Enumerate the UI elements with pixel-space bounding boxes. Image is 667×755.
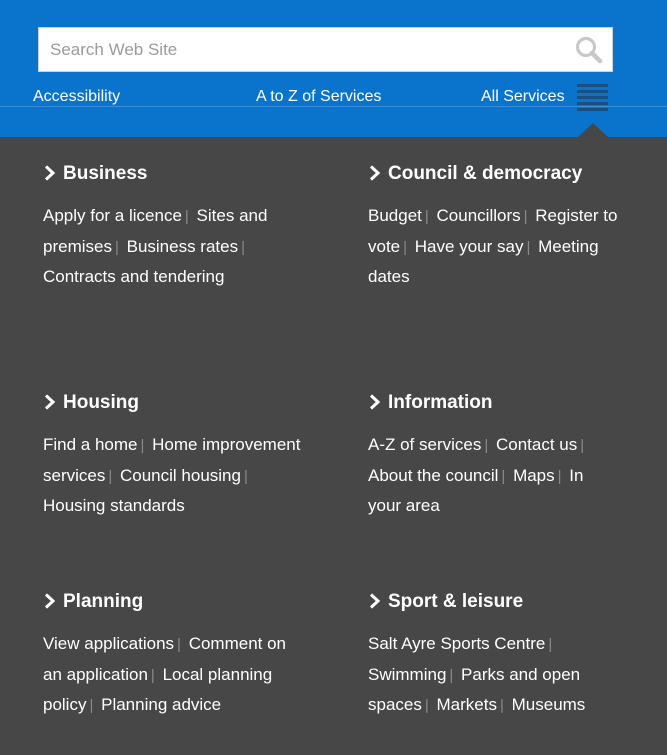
search-box: [38, 27, 613, 72]
search-input[interactable]: [39, 28, 569, 71]
link-contracts-and-tendering[interactable]: Contracts and tendering: [43, 267, 225, 286]
section-sport-leisure: [368, 589, 618, 721]
section-links: View applications | Comment on an application | Local planning policy | Planning advice: [43, 634, 287, 714]
link-in-your-area[interactable]: In your area: [368, 465, 584, 515]
link-find-a-home[interactable]: Find a home: [43, 435, 138, 454]
link-housing-standards[interactable]: Housing standards: [43, 496, 185, 515]
link-business-rates[interactable]: Business rates: [126, 236, 239, 256]
link-register-to-vote[interactable]: Register to vote: [368, 206, 618, 256]
link-sites-and-premises[interactable]: Sites and premises: [43, 206, 268, 256]
link-swimming[interactable]: Swimming: [368, 664, 447, 684]
link-contact-us[interactable]: Contact us: [496, 435, 578, 454]
section-links: Budget | Councillors | Register to vote | Have your say | Meeting dates: [368, 206, 618, 286]
services-menu: [0, 137, 667, 755]
link-parks-and-open-spaces[interactable]: Parks and open spaces: [368, 664, 581, 714]
link-museums[interactable]: Museums: [511, 695, 586, 714]
section-links: Apply for a licence | Sites and premises | Business rates | Contracts and tendering: [43, 206, 268, 286]
section-title[interactable]: Information: [368, 390, 618, 416]
link-view-applications[interactable]: View applications: [43, 634, 175, 653]
section-title[interactable]: Housing: [43, 390, 308, 416]
section-council-democracy: [368, 161, 626, 292]
chevron-right-icon: [368, 394, 382, 410]
section-title[interactable]: Sport & leisure: [368, 589, 618, 615]
link-maps[interactable]: Maps: [513, 465, 555, 485]
link-a-z-of-services[interactable]: A-Z of services: [368, 435, 482, 454]
link-salt-ayre-sports-centre[interactable]: Salt Ayre Sports Centre: [368, 634, 546, 653]
link-apply-for-licence[interactable]: Apply for a licence: [43, 206, 182, 225]
link-markets[interactable]: Markets: [436, 695, 497, 714]
link-have-your-say[interactable]: Have your say: [414, 236, 524, 256]
link-planning-advice[interactable]: Planning advice: [101, 695, 222, 714]
a-to-z-link[interactable]: A to Z of Services: [256, 88, 382, 105]
section-title[interactable]: Business: [43, 161, 308, 187]
chevron-right-icon: [43, 394, 57, 410]
link-comment-on-application[interactable]: Comment on an application: [43, 634, 287, 684]
section-links: Find a home | Home improvement services | Council housing | Housing standards: [43, 435, 301, 515]
site-header: [0, 0, 667, 137]
link-councillors[interactable]: Councillors: [436, 206, 521, 225]
all-services-link[interactable]: All Services: [481, 88, 565, 105]
link-local-planning-policy[interactable]: Local planning policy: [43, 664, 273, 714]
section-links: A-Z of services | Contact us | About the council | Maps | In your area: [368, 435, 585, 515]
section-links: Salt Ayre Sports Centre | Swimming | Parks and open spaces | Markets | Museums: [368, 634, 586, 714]
chevron-right-icon: [43, 165, 57, 181]
chevron-right-icon: [368, 165, 382, 181]
section-housing: [43, 390, 308, 521]
link-council-housing[interactable]: Council housing: [120, 465, 241, 485]
header-divider: [0, 106, 667, 107]
chevron-right-icon: [43, 593, 57, 609]
section-planning: [43, 589, 303, 721]
section-title[interactable]: Planning: [43, 589, 303, 615]
section-business: [43, 161, 308, 292]
link-budget[interactable]: Budget: [368, 206, 422, 225]
link-meeting-dates[interactable]: Meeting dates: [368, 236, 599, 286]
section-information: [368, 390, 618, 521]
menu-pointer: [578, 123, 608, 137]
link-about-the-council[interactable]: About the council: [368, 465, 499, 485]
chevron-right-icon: [368, 593, 382, 609]
link-home-improvement-services[interactable]: Home improvement services: [43, 435, 301, 485]
search-icon[interactable]: [575, 36, 603, 64]
accessibility-link[interactable]: Accessibility: [33, 88, 121, 105]
section-title[interactable]: Council & democracy: [368, 161, 626, 187]
